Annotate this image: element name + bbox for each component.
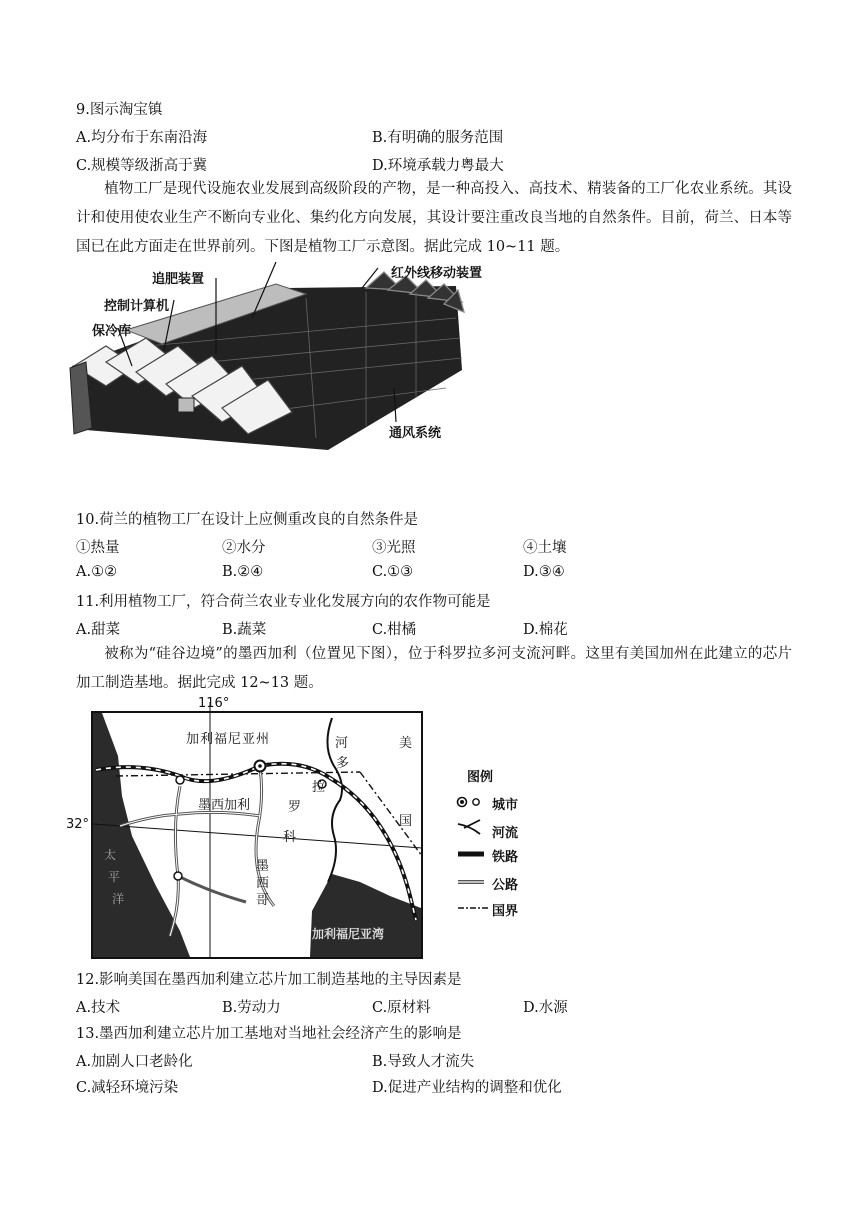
q12-option-b[interactable]: B.劳动力 [222, 1000, 281, 1016]
lon-label: 116° [198, 696, 230, 711]
river-char-3: 拉 [312, 780, 326, 795]
q9-option-c[interactable]: C.规模等级浙高于冀 [76, 158, 208, 174]
q13-option-a[interactable]: A.加剧人口老龄化 [76, 1054, 193, 1070]
q11-option-a[interactable]: A.甜菜 [76, 622, 121, 638]
q10-option-d[interactable]: D.③④ [523, 564, 565, 580]
q10-option-b[interactable]: B.②④ [222, 564, 264, 580]
label-cold-storage: 保冷库 [92, 324, 132, 339]
q9-option-b[interactable]: B.有明确的服务范围 [372, 130, 504, 146]
legend-city: 城市 [492, 798, 519, 813]
q9-stem: 9.图示淘宝镇 [76, 102, 163, 118]
q10-item-3: ③光照 [372, 540, 416, 556]
label-gulf: 加利福尼亚湾 [312, 927, 385, 941]
label-california: 加利福尼亚州 [186, 732, 271, 747]
q9-option-a[interactable]: A.均分布于东南沿海 [76, 130, 208, 146]
q11-option-d[interactable]: D.棉花 [523, 622, 568, 638]
label-ventilation: 通风系统 [389, 426, 442, 441]
q10-option-a[interactable]: A.①② [76, 564, 118, 580]
passage-mexicali [76, 640, 792, 698]
label-fertilizer-device: 追肥装置 [152, 272, 205, 287]
label-control-computer: 控制计算机 [104, 299, 170, 314]
legend-river: 河流 [492, 826, 519, 841]
q13-option-b[interactable]: B.导致人才流失 [372, 1054, 475, 1070]
label-mexico: 墨西哥 [256, 859, 270, 908]
coast-char-1: 太 [104, 848, 117, 862]
usa-char-2: 国 [399, 814, 413, 829]
q12-stem: 12.影响美国在墨西加利建立芯片加工制造基地的主导因素是 [76, 972, 462, 988]
lat-label: 32° [66, 817, 90, 832]
label-mexicali: 墨西加利 [198, 798, 251, 813]
river-char-1: 河 [335, 736, 349, 751]
q10-item-2: ②水分 [222, 540, 266, 556]
q12-option-d[interactable]: D.水源 [523, 1000, 568, 1016]
river-char-5: 科 [283, 830, 297, 845]
q11-option-b[interactable]: B.蔬菜 [222, 622, 267, 638]
passage-mexicali-text: 被称为“硅谷边境”的墨西加利（位置见下图），位于科罗拉多河支流河畔。这里有美国加州在此建立的芯片加工制造基地。据此完成 12~13 题。 [76, 646, 792, 691]
q13-stem: 13.墨西加利建立芯片加工基地对当地社会经济产生的影响是 [76, 1026, 462, 1042]
river-char-2: 多 [336, 756, 350, 771]
legend-road: 公路 [492, 878, 519, 893]
legend-title: 图例 [467, 770, 494, 785]
passage-plant-factory-text: 植物工厂是现代设施农业发展到高级阶段的产物，是一种高投入、高技术、精装备的工厂化农业系统。其设计和使用使农业生产不断向专业化、集约化方向发展，其设计要注重改良当地的自然条件。目前，荷兰、日本等国已在此方面走在世界前列。下图是植物工厂示意图。据此完成 10~11 题。 [76, 181, 792, 255]
q13-option-d[interactable]: D.促进产业结构的调整和优化 [372, 1080, 562, 1096]
label-infrared-device: 红外线移动装置 [391, 266, 483, 281]
legend-border: 国界 [492, 904, 519, 919]
q10-option-c[interactable]: C.①③ [372, 564, 414, 580]
q12-option-a[interactable]: A.技术 [76, 1000, 121, 1016]
mexicali-map [60, 696, 560, 964]
q9-option-d[interactable]: D.环境承载力粤最大 [372, 158, 504, 174]
q11-option-c[interactable]: C.柑橘 [372, 622, 417, 638]
passage-plant-factory [76, 175, 792, 262]
q13-option-c[interactable]: C.减轻环境污染 [76, 1080, 179, 1096]
q10-item-1: ①热量 [76, 540, 120, 556]
q11-stem: 11.利用植物工厂，符合荷兰农业专业化发展方向的农作物可能是 [76, 594, 491, 610]
q12-option-c[interactable]: C.原材料 [372, 1000, 431, 1016]
coast-char-2: 平 [108, 870, 121, 884]
legend-railway: 铁路 [492, 850, 519, 865]
river-char-4: 罗 [288, 800, 302, 815]
q10-item-4: ④土壤 [523, 540, 567, 556]
q10-stem: 10.荷兰的植物工厂在设计上应侧重改良的自然条件是 [76, 512, 419, 528]
coast-char-3: 洋 [112, 892, 125, 906]
usa-char-1: 美 [399, 736, 413, 751]
